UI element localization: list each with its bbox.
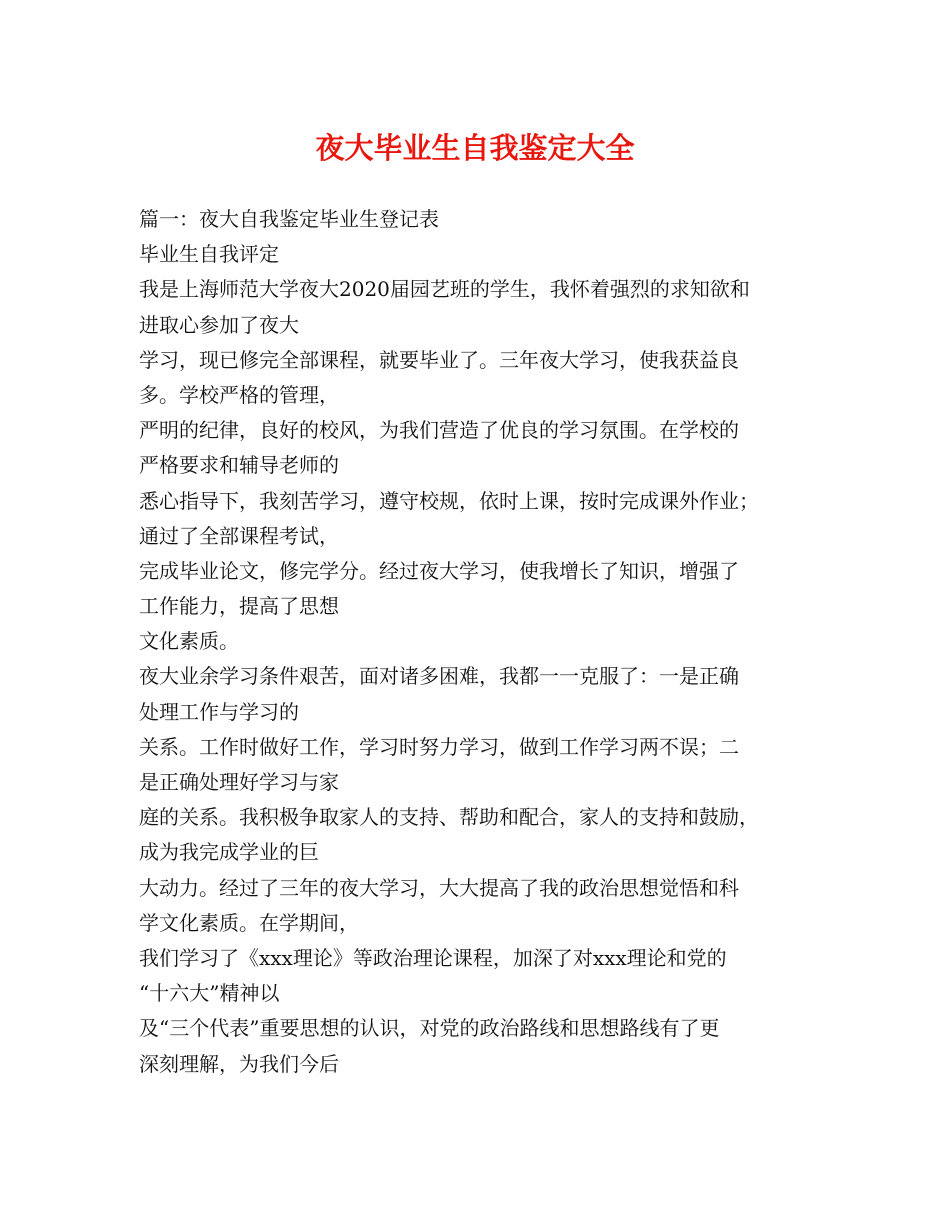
text-line: 进取心参加了夜大	[139, 312, 299, 337]
document-title: 夜大毕业生自我鉴定大全	[315, 131, 635, 165]
text-line: 学习，现已修完全部课程，就要毕业了。三年夜大学习，使我获益良	[139, 347, 739, 372]
text-line: 工作能力，提高了思想	[139, 594, 339, 619]
text-line: 我是上海师范大学夜大2020届园艺班的学生，我怀着强烈的求知欲和	[139, 277, 750, 302]
text-line: 庭的关系。我积极争取家人的支持、帮助和配合，家人的支持和鼓励，	[139, 805, 759, 830]
text-line: 处理工作与学习的	[139, 699, 299, 724]
text-line: “十六大”精神以	[139, 981, 280, 1006]
text-line: 毕业生自我评定	[139, 242, 279, 267]
text-line: 多。学校严格的管理，	[139, 382, 339, 407]
text-line: 深刻理解，为我们今后	[139, 1051, 339, 1076]
text-line: 完成毕业论文，修完学分。经过夜大学习，使我增长了知识，增强了	[139, 558, 739, 583]
text-line: 成为我完成学业的巨	[139, 840, 319, 865]
text-line: 大动力。经过了三年的夜大学习，大大提高了我的政治思想觉悟和科	[139, 875, 739, 900]
text-line: 篇一：夜大自我鉴定毕业生登记表	[139, 207, 439, 231]
text-line: 我们学习了《xxx理论》等政治理论课程，加深了对xxx理论和党的	[139, 945, 727, 970]
document-body	[139, 202, 829, 1082]
text-line: 通过了全部课程考试，	[139, 523, 339, 548]
text-line: 严明的纪律，良好的校风，为我们营造了优良的学习氛围。在学校的	[139, 418, 739, 443]
text-line: 是正确处理好学习与家	[139, 770, 339, 794]
text-line: 及“三个代表”重要思想的认识，对党的政治路线和思想路线有了更	[139, 1016, 720, 1041]
text-line: 悉心指导下，我刻苦学习，遵守校规，依时上课，按时完成课外作业；	[139, 488, 759, 513]
text-line: 严格要求和辅导老师的	[139, 453, 339, 478]
text-line: 学文化素质。在学期间，	[139, 910, 359, 935]
text-line: 夜大业余学习条件艰苦，面对诸多困难，我都一一克服了：一是正确	[139, 664, 739, 689]
text-line: 文化素质。	[139, 629, 239, 654]
text-line: 关系。工作时做好工作，学习时努力学习，做到工作学习两不误；二	[139, 734, 739, 759]
